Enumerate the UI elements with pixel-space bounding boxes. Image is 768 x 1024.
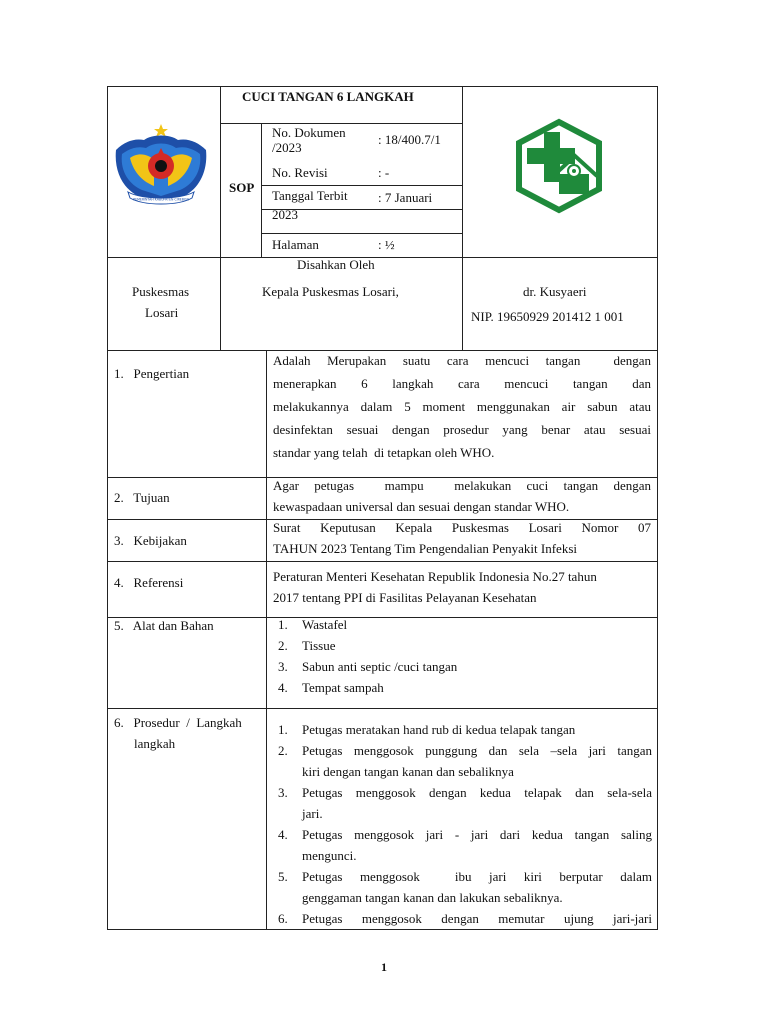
section-label-line: langkah	[134, 736, 176, 751]
approver-nip: NIP. 19650929 201412 1 001	[471, 309, 624, 324]
section-label-referensi: 4. Referensi	[114, 575, 184, 590]
step-text-cont: jari.	[302, 806, 323, 821]
text-line: Peraturan Menteri Kesehatan Republik Indonesia No.27 tahun	[273, 569, 597, 584]
section-label-tujuan: 2. Tujuan	[114, 490, 170, 505]
field-label-halaman: Halaman	[272, 237, 319, 252]
text-line: standar yang telah di tetapkan oleh WHO.	[273, 445, 495, 460]
list-item-number: 4.	[278, 680, 288, 695]
field-label-no-dokumen: No. Dokumen /2023	[272, 125, 346, 155]
approver-name: dr. Kusyaeri	[523, 284, 587, 299]
procedure-step	[272, 782, 652, 824]
step-number: 6.	[278, 911, 288, 926]
step-text: Petugas meratakan hand rub di kedua telapak tangan	[302, 722, 576, 737]
emblem-ribbon-text: PEMERINTAH KABUPATEN CIREBON	[133, 197, 189, 202]
section-body-tujuan	[273, 475, 651, 517]
org-name-line2: Losari	[145, 305, 179, 320]
section-label-kebijakan: 3. Kebijakan	[114, 533, 187, 548]
procedure-step	[272, 824, 652, 866]
section-label-line: 6. Prosedur / Langkah	[114, 715, 242, 730]
section-body-kebijakan	[273, 517, 651, 559]
text-line: Agar petugas mampu melakukan cuci tangan dengan	[273, 478, 651, 493]
step-text-cont: genggaman tangan kanan dan lakukan sebaliknya.	[302, 890, 563, 905]
step-text: Petugas menggosok dengan memutar ujung jari-jari	[302, 911, 652, 926]
text-line: TAHUN 2023 Tentang Tim Pengendalian Penyakit Infeksi	[273, 541, 578, 556]
procedure-step	[272, 740, 652, 782]
section-label-prosedur	[114, 712, 262, 754]
text-line: menerapkan 6 langkah cara mencuci tangan dan	[273, 376, 651, 391]
field-value-tanggal-terbit: : 7 Januari	[378, 190, 433, 205]
step-number: 2.	[278, 743, 288, 758]
text-line: desinfektan sesuai dengan prosedur yang benar atau sesuai	[273, 422, 651, 437]
list-item	[272, 677, 652, 698]
step-text: Petugas menggosok jari - jari dari kedua tangan saling	[302, 827, 652, 842]
org-name-line1: Puskesmas	[132, 284, 190, 299]
step-number: 5.	[278, 869, 288, 884]
list-item-text: Tissue	[302, 638, 336, 653]
section-label-pengertian: 1. Pengertian	[114, 366, 190, 381]
text-line: 2017 tentang PPI di Fasilitas Pelayanan Kesehatan	[273, 590, 537, 605]
procedure-step	[272, 719, 652, 740]
document-title: CUCI TANGAN 6 LANGKAH	[242, 89, 414, 104]
step-text: Petugas menggosok punggung dan sela –sela jari tangan	[302, 743, 652, 758]
procedure-step	[272, 908, 652, 929]
kabupaten-emblem-icon	[108, 120, 214, 210]
section-label-alat-bahan: 5. Alat dan Bahan	[114, 618, 214, 633]
list-item-number: 2.	[278, 638, 288, 653]
text-line: kewaspadaan universal dan sesuai dengan standar WHO.	[273, 499, 570, 514]
page-number: 1	[381, 960, 387, 974]
list-item	[272, 614, 652, 635]
step-number: 3.	[278, 785, 288, 800]
sop-label: SOP	[229, 180, 255, 195]
step-text-cont: mengunci.	[302, 848, 357, 863]
list-item-text: Tempat sampah	[302, 680, 384, 695]
list-item-text: Wastafel	[302, 617, 348, 632]
approved-by-label: Disahkan Oleh	[297, 257, 375, 272]
text-line: Adalah Merupakan suatu cara mencuci tangan dengan	[273, 353, 651, 368]
list-item	[272, 656, 652, 677]
auth-signature-cell	[462, 257, 658, 351]
field-label-no-revisi: No. Revisi	[272, 165, 328, 180]
field-label-tanggal-terbit: Tanggal Terbit 2023	[272, 188, 348, 222]
approver-position: Kepala Puskesmas Losari,	[262, 284, 399, 299]
alat-bahan-list	[272, 614, 652, 698]
list-item-text: Sabun anti septic /cuci tangan	[302, 659, 458, 674]
section-body-pengertian	[273, 349, 651, 464]
step-text-cont: kiri dengan tangan kanan dan sebaliknya	[302, 764, 514, 779]
field-value-no-dokumen: : 18/400.7/1	[378, 132, 441, 147]
field-value-no-revisi: : -	[378, 165, 390, 180]
step-text: Petugas menggosok ibu jari kiri berputar dalam	[302, 869, 652, 884]
step-text: Petugas menggosok dengan kedua telapak dan sela-sela	[302, 785, 652, 800]
step-number: 4.	[278, 827, 288, 842]
procedure-step	[272, 866, 652, 908]
step-number: 1.	[278, 722, 288, 737]
list-item	[272, 635, 652, 656]
list-item-number: 3.	[278, 659, 288, 674]
section-body-referensi	[273, 566, 651, 608]
text-line: Surat Keputusan Kepala Puskesmas Losari Nomor 07	[273, 520, 651, 535]
field-value-halaman: : ½	[378, 237, 395, 252]
text-line: melakukannya dalam 5 moment menggunakan air sabun atau	[273, 399, 651, 414]
list-item-number: 1.	[278, 617, 288, 632]
puskesmas-logo-icon	[513, 118, 605, 214]
prosedur-steps-list	[272, 719, 652, 929]
